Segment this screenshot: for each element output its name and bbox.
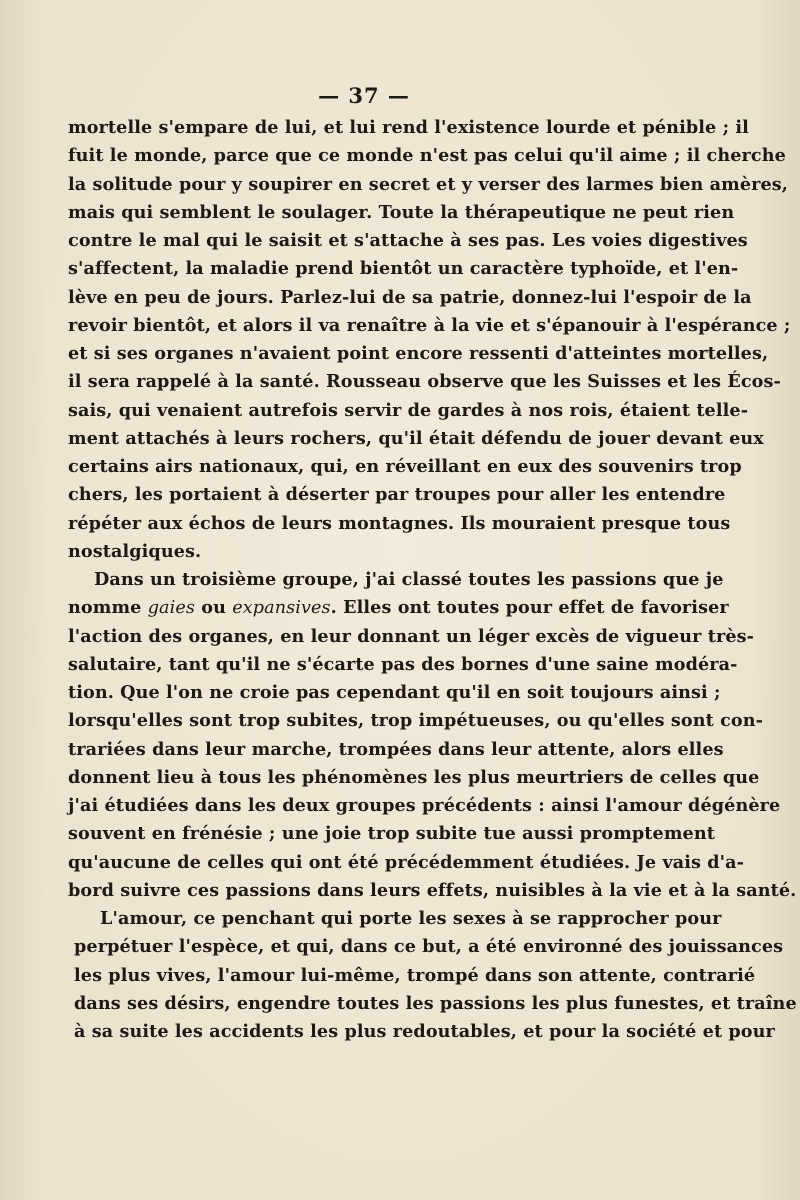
text-line: j'ai étudiées dans les deux groupes précédents : ainsi l'amour dégénère <box>68 795 781 816</box>
text-line: contre le mal qui le saisit et s'attache à ses pas. Les voies digestives <box>68 230 748 251</box>
line-segment: nomme <box>68 597 148 619</box>
text-line: qu'aucune de celles qui ont été précédemment étudiées. Je vais d'a- <box>68 851 745 873</box>
text-line: lorsqu'elles sont trop subites, trop impétueuses, ou qu'elles sont con- <box>68 710 764 732</box>
text-line: lève en peu de jours. Parlez-lui de sa patrie, donnez-lui l'espoir de la <box>68 286 752 308</box>
emphasis-gaies: gaies <box>147 598 196 619</box>
text-line: trariées dans leur marche, trompées dans leur attente, alors elles <box>68 738 724 760</box>
text-line: à sa suite les accidents les plus redoutables, et pour la société et pour <box>74 1021 775 1042</box>
text-line: mais qui semblent le soulager. Toute la thérapeutique ne peut rien <box>68 201 735 223</box>
text-line: et si ses organes n'avaient point encore ressenti d'atteintes mortelles, <box>68 343 769 364</box>
text-line: ment attachés à leurs rochers, qu'il était défendu de jouer devant eux <box>68 427 764 449</box>
text-line: dans ses désirs, engendre toutes les passions les plus funestes, et traîne <box>74 992 797 1014</box>
text-line: tion. Que l'on ne croie pas cependant qu'il en soit toujours ainsi ; <box>68 682 721 703</box>
text-line: mortelle s'empare de lui, et lui rend l'existence lourde et pénible ; il <box>68 117 749 138</box>
text-line-with-emphasis <box>68 594 729 622</box>
page-number: — 37 — <box>318 83 410 108</box>
emphasis-expansives: expansives <box>232 598 331 619</box>
text-line: nostalgiques. <box>68 540 202 562</box>
text-line: l'action des organes, en leur donnant un léger excès de vigueur très- <box>68 625 755 647</box>
text-line: répéter aux échos de leurs montagnes. Ils mouraient presque tous <box>68 512 731 534</box>
text-line: s'affectent, la maladie prend bientôt un caractère typhoïde, et l'en- <box>68 258 739 280</box>
body-text <box>68 114 797 1046</box>
text-line: fuit le monde, parce que ce monde n'est pas celui qu'il aime ; il cherche <box>68 145 786 167</box>
text-line: les plus vives, l'amour lui-même, trompé dans son attente, contrarié <box>74 964 756 986</box>
text-line: la solitude pour y soupirer en secret et y verser des larmes bien amères, <box>68 173 789 195</box>
line-segment: . Elles ont toutes pour effet de favoriser <box>330 597 729 619</box>
text-line: donnent lieu à tous les phénomènes les plus meurtriers de celles que <box>68 766 760 788</box>
text-line: certains airs nationaux, qui, en réveillant en eux des souvenirs trop <box>68 456 742 477</box>
text-line: revoir bientôt, et alors il va renaître à la vie et s'épanouir à l'espérance ; <box>68 314 791 336</box>
text-line: salutaire, tant qu'il ne s'écarte pas des bornes d'une saine modéra- <box>68 653 738 675</box>
text-line: sais, qui venaient autrefois servir de gardes à nos rois, étaient telle- <box>68 399 749 421</box>
text-line: bord suivre ces passions dans leurs effets, nuisibles à la vie et à la santé. <box>68 879 797 901</box>
line-segment: ou <box>195 597 233 619</box>
paragraph-start-line: L'amour, ce penchant qui porte les sexes à se rapprocher pour <box>100 908 722 929</box>
paragraph-start-line: Dans un troisième groupe, j'ai classé toutes les passions que je <box>94 569 724 590</box>
text-line: souvent en frénésie ; une joie trop subite tue aussi promptement <box>68 823 715 845</box>
text-line: perpétuer l'espèce, et qui, dans ce but, a été environné des jouissances <box>74 936 784 958</box>
text-line: il sera rappelé à la santé. Rousseau observe que les Suisses et les Écos- <box>68 371 781 393</box>
text-line: chers, les portaient à déserter par troupes pour aller les entendre <box>68 484 726 506</box>
